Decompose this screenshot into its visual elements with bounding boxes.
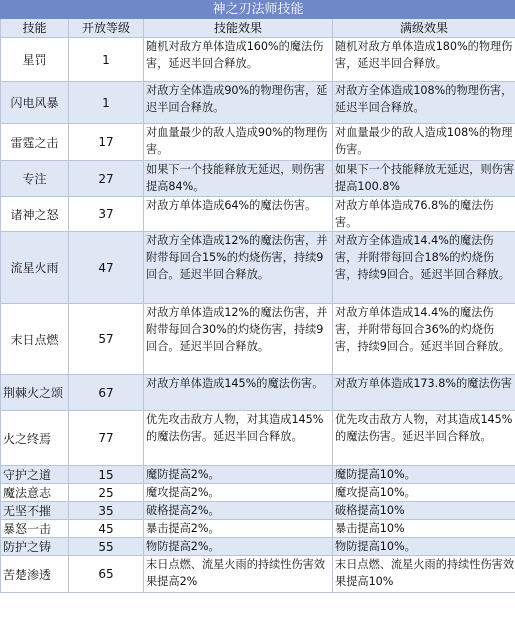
level-cell: 17 <box>69 124 144 161</box>
table-row <box>1 197 515 232</box>
level-cell: 27 <box>69 161 144 197</box>
max-effect-cell: 如果下一个技能释放无延迟，则伤害提高100.8% <box>333 161 515 197</box>
level-cell: 1 <box>69 38 144 82</box>
level-cell: 77 <box>69 411 144 466</box>
table-row <box>1 466 515 484</box>
effect-cell: 物防提高2%。 <box>144 538 333 556</box>
effect-cell: 魔防提高2%。 <box>144 466 333 484</box>
table-row <box>1 38 515 82</box>
level-cell: 67 <box>69 375 144 411</box>
table-row <box>1 484 515 502</box>
effect-cell: 随机对敌方单体造成160%的魔法伤害，延迟半回合释放。 <box>144 38 333 82</box>
max-effect-cell: 暴击提高10% <box>333 520 515 538</box>
effect-cell: 末日点燃、流星火雨的持续性伤害效果提高2% <box>144 556 333 593</box>
table-row <box>1 411 515 466</box>
skill-name-cell: 雷霆之击 <box>1 124 69 161</box>
level-cell: 15 <box>69 466 144 484</box>
skill-name-cell: 无坚不摧 <box>1 502 69 520</box>
max-effect-cell: 物防提高10%。 <box>333 538 515 556</box>
level-cell: 45 <box>69 520 144 538</box>
skill-name-cell: 闪电风暴 <box>1 82 69 124</box>
table-row <box>1 161 515 197</box>
skill-name-cell: 防护之铸 <box>1 538 69 556</box>
table-row <box>1 82 515 124</box>
level-cell: 35 <box>69 502 144 520</box>
skill-name-cell: 魔法意志 <box>1 484 69 502</box>
level-cell: 25 <box>69 484 144 502</box>
table-row <box>1 520 515 538</box>
max-effect-cell: 魔防提高10%。 <box>333 466 515 484</box>
max-effect-cell: 对血量最少的敌人造成108%的物理伤害。 <box>333 124 515 161</box>
level-cell: 1 <box>69 82 144 124</box>
header-level: 开放等级 <box>69 19 144 38</box>
max-effect-cell: 对敌方单体造成173.8%的魔法伤害 <box>333 375 515 411</box>
skill-name-cell: 末日点燃 <box>1 304 69 375</box>
table-row <box>1 124 515 161</box>
max-effect-cell: 对敌方单体造成14.4%的魔法伤害，并附带每回合36%的灼烧伤害，持续9回合。延迟半回合释放。 <box>333 304 515 375</box>
table-row <box>1 538 515 556</box>
table-title-row <box>1 1 515 19</box>
level-cell: 65 <box>69 556 144 593</box>
effect-cell: 魔攻提高2%。 <box>144 484 333 502</box>
skill-name-cell: 专注 <box>1 161 69 197</box>
effect-cell: 优先攻击敌方人物，对其造成145%的魔法伤害。延迟半回合释放。 <box>144 411 333 466</box>
header-max-effect: 满级效果 <box>333 19 515 38</box>
skill-name-cell: 火之终焉 <box>1 411 69 466</box>
effect-cell: 对敌方单体造成12%的魔法伤害，并附带每回合30%的灼烧伤害，持续9回合。延迟半回合释放。 <box>144 304 333 375</box>
effect-cell: 对敌方单体造成64%的魔法伤害。 <box>144 197 333 232</box>
table-row <box>1 502 515 520</box>
table-row <box>1 556 515 593</box>
max-effect-cell: 对敌方全体造成14.4%的魔法伤害，并附带每回合18%的灼烧伤害，持续9回合。延迟半回合释放。 <box>333 232 515 304</box>
max-effect-cell: 随机对敌方单体造成180%的物理伤害，延迟半回合释放。 <box>333 38 515 82</box>
header-skill: 技能 <box>1 19 69 38</box>
max-effect-cell: 优先攻击敌方人物，对其造成145%的魔法伤害。延迟半回合释放。 <box>333 411 515 466</box>
effect-cell: 对血量最少的敌人造成90%的物理伤害。 <box>144 124 333 161</box>
skill-name-cell: 流星火雨 <box>1 232 69 304</box>
level-cell: 37 <box>69 197 144 232</box>
effect-cell: 对敌方全体造成90%的物理伤害，延迟半回合释放。 <box>144 82 333 124</box>
max-effect-cell: 对敌方全体造成108%的物理伤害，延迟半回合释放。 <box>333 82 515 124</box>
skill-name-cell: 荆棘火之颂 <box>1 375 69 411</box>
table-title: 神之刃法师技能 <box>1 1 515 19</box>
level-cell: 57 <box>69 304 144 375</box>
header-effect: 技能效果 <box>144 19 333 38</box>
table-row <box>1 375 515 411</box>
max-effect-cell: 对敌方单体造成76.8%的魔法伤害。 <box>333 197 515 232</box>
skill-name-cell: 星罚 <box>1 38 69 82</box>
max-effect-cell: 末日点燃、流星火雨的持续性伤害效果提高10% <box>333 556 515 593</box>
effect-cell: 对敌方单体造成145%的魔法伤害。 <box>144 375 333 411</box>
skill-name-cell: 诸神之怒 <box>1 197 69 232</box>
effect-cell: 破格提高2%。 <box>144 502 333 520</box>
level-cell: 55 <box>69 538 144 556</box>
effect-cell: 如果下一个技能释放无延迟，则伤害提高84%。 <box>144 161 333 197</box>
max-effect-cell: 破格提高10% <box>333 502 515 520</box>
effect-cell: 暴击提高2%。 <box>144 520 333 538</box>
table-row <box>1 232 515 304</box>
header-row <box>1 19 515 38</box>
max-effect-cell: 魔攻提高10%。 <box>333 484 515 502</box>
table-row <box>1 304 515 375</box>
effect-cell: 对敌方全体造成12%的魔法伤害，并附带每回合15%的灼烧伤害，持续9回合。延迟半回合释放。 <box>144 232 333 304</box>
level-cell: 47 <box>69 232 144 304</box>
skill-name-cell: 暴怒一击 <box>1 520 69 538</box>
skill-name-cell: 守护之道 <box>1 466 69 484</box>
skill-name-cell: 苦楚渗透 <box>1 556 69 593</box>
